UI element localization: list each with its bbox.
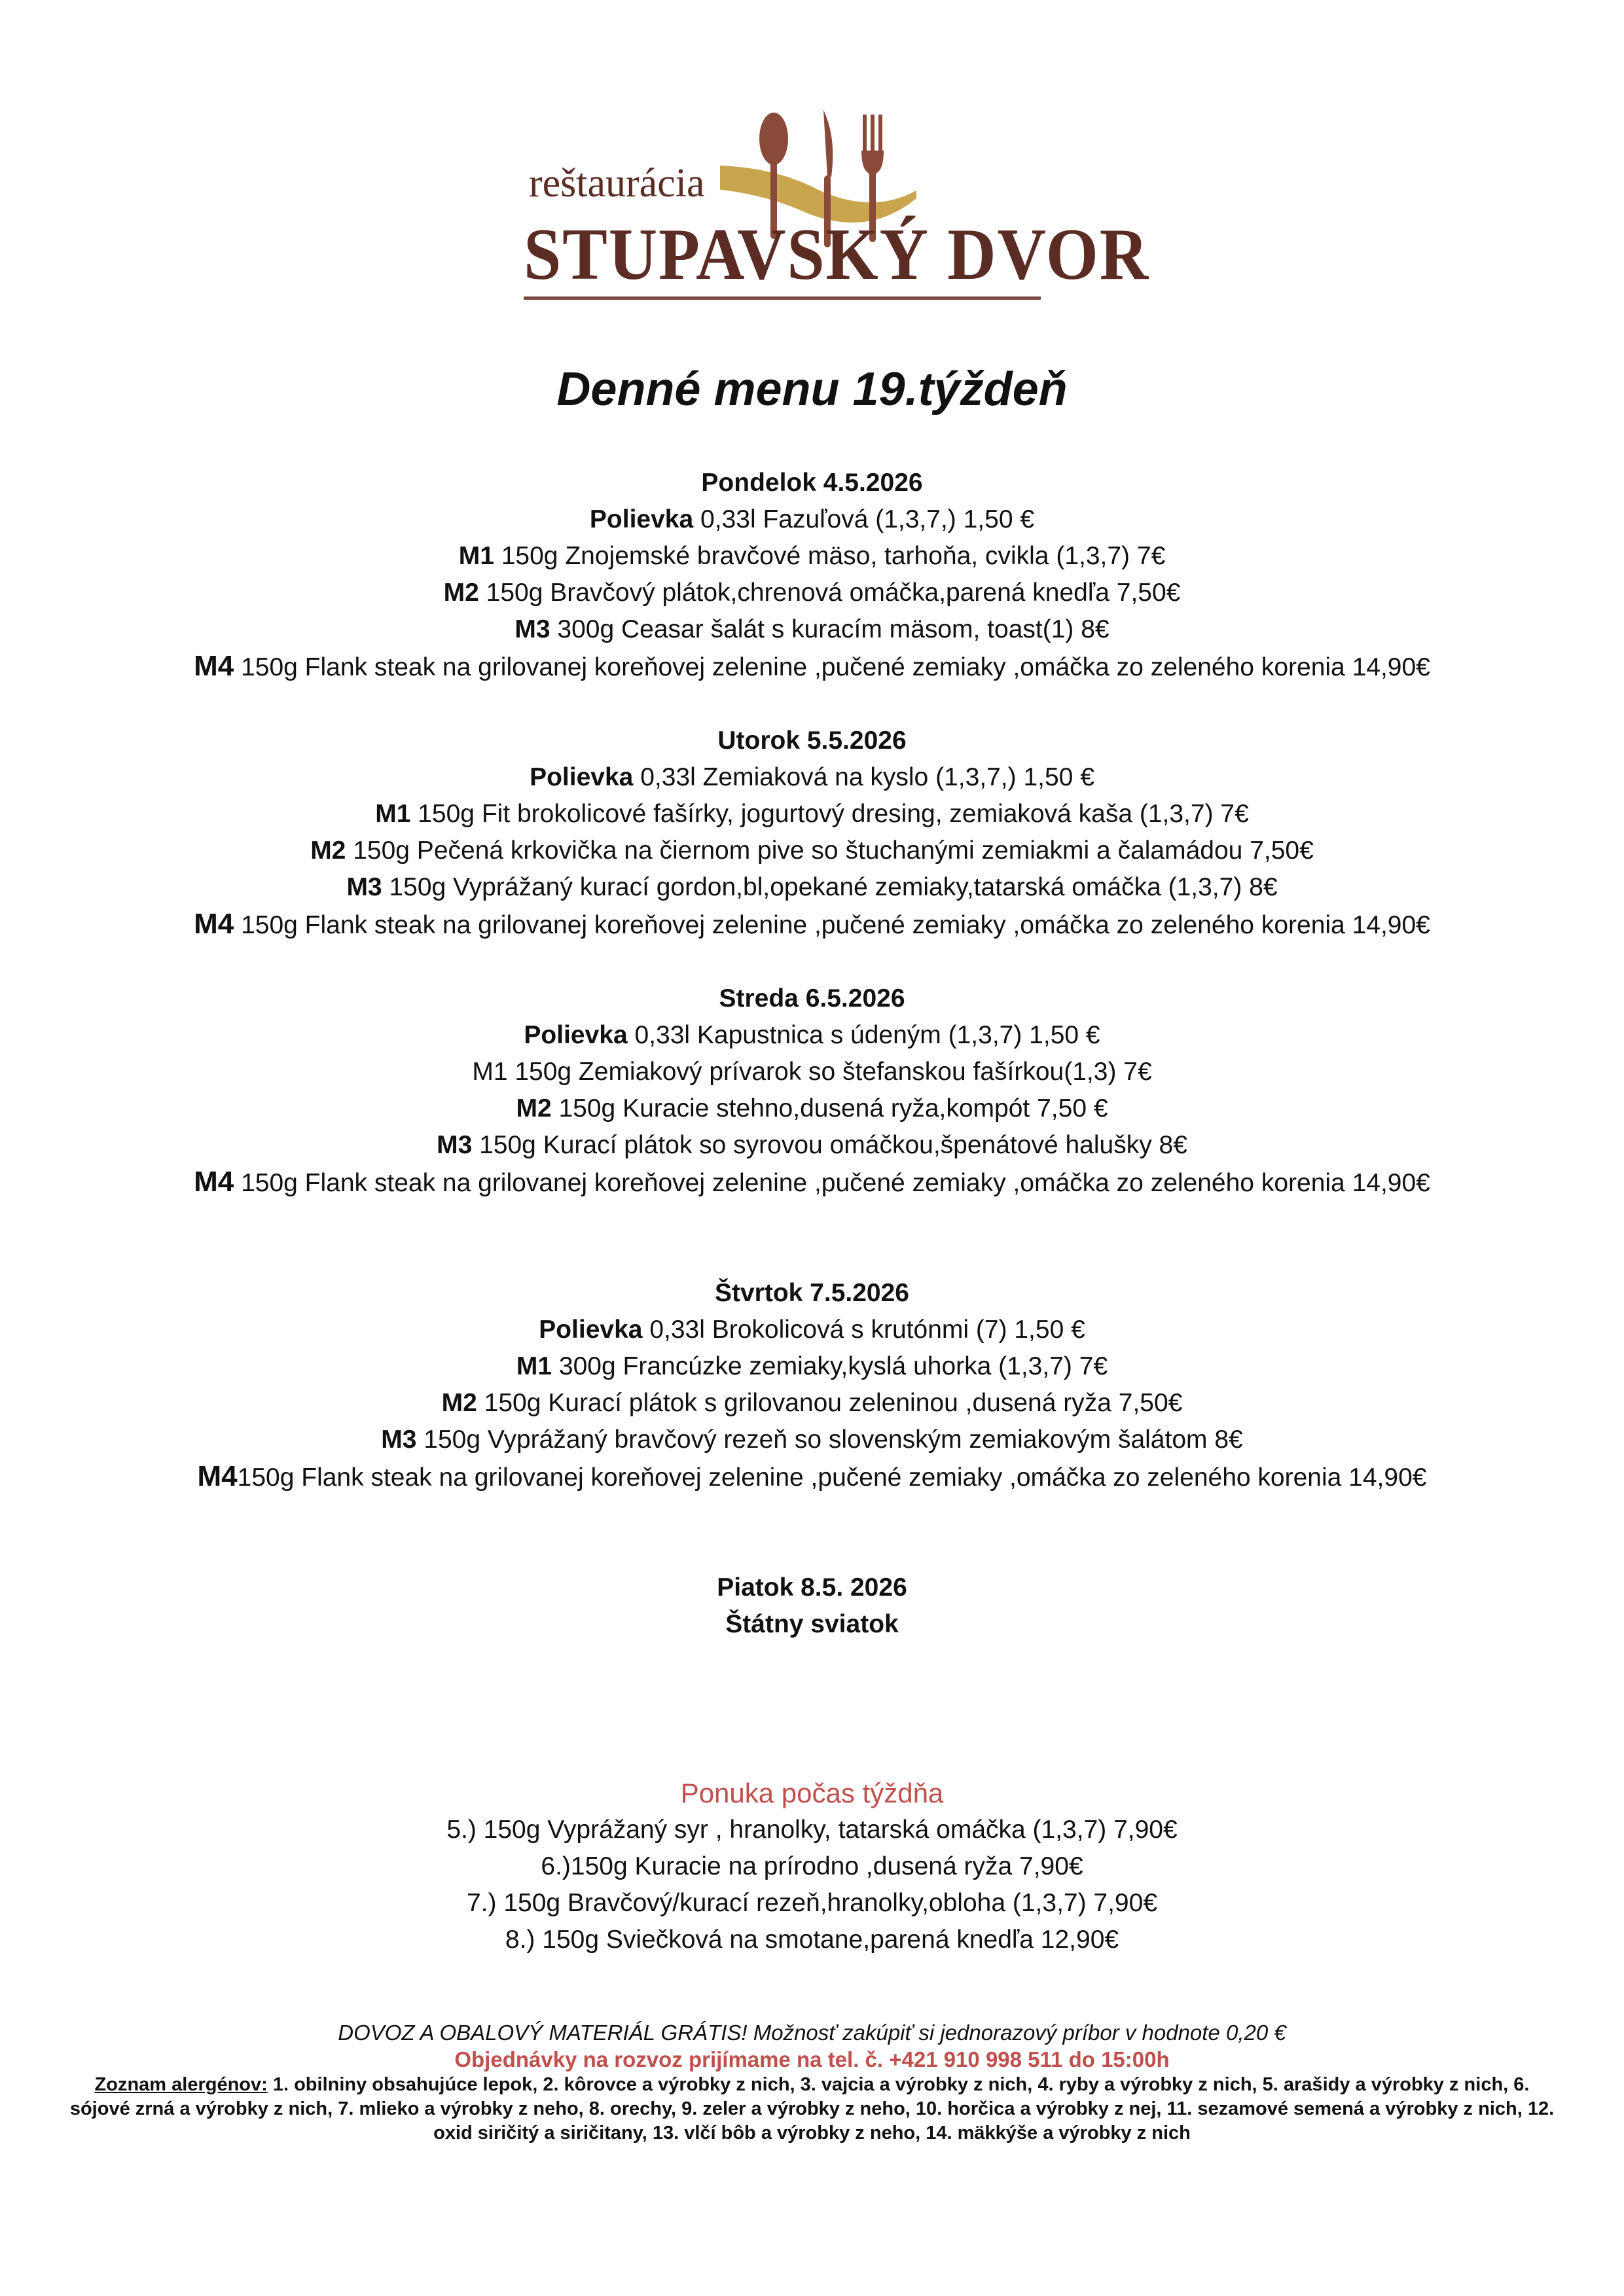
menu-item <box>0 648 1624 686</box>
item-label: M2 <box>310 836 346 865</box>
weekly-offer <box>0 1775 1624 1958</box>
item-label: Polievka <box>589 505 694 533</box>
day-heading: Piatok 8.5. 2026 <box>717 1573 907 1602</box>
item-label: Polievka <box>530 763 634 791</box>
item-text: 0,33l Zemiaková na kyslo (1,3,7,) 1,50 € <box>633 763 1094 791</box>
allergen-label: Zoznam alergénov: <box>94 2074 268 2095</box>
item-text: 150g Bravčový plátok,chrenová omáčka,parená knedľa 7,50€ <box>478 579 1181 607</box>
delivery-note: DOVOZ A OBALOVÝ MATERIÁL GRÁTIS! Možnosť zakúpiť si jednorazový príbor v hodnote 0,20 € <box>338 2020 1286 2045</box>
menu-item <box>0 796 1624 833</box>
day-heading: Utorok 5.5.2026 <box>717 726 907 755</box>
item-label: M4 <box>194 1166 234 1198</box>
weekly-item: 5.) 150g Vyprážaný syr , hranolky, tatarská omáčka (1,3,7) 7,90€ <box>446 1816 1178 1844</box>
logo-big-text: STUPAVSKÝ DVOR <box>524 214 1149 295</box>
day-heading: Streda 6.5.2026 <box>719 984 905 1013</box>
day-friday <box>0 1570 1624 1643</box>
menu-item <box>0 501 1624 538</box>
day-heading: Pondelok 4.5.2026 <box>701 469 923 497</box>
day-heading: Štvrtok 7.5.2026 <box>714 1279 909 1307</box>
logo-underline <box>524 296 1041 300</box>
item-text: 150g Flank steak na grilovanej koreňovej zelenine ,pučené zemiaky ,omáčka zo zeleného korenia 14,90€ <box>237 1463 1427 1492</box>
logo-small-text: reštaurácia <box>529 161 705 206</box>
menu-item <box>0 611 1624 648</box>
menu-item <box>0 906 1624 944</box>
item-label: M1 <box>458 542 494 570</box>
item-text: 150g Vyprážaný kurací gordon,bl,opekané zemiaky,tatarská omáčka (1,3,7) 8€ <box>382 873 1278 901</box>
item-text: 150g Flank steak na grilovanej koreňovej zelenine ,pučené zemiaky ,omáčka zo zeleného korenia 14,90€ <box>234 911 1430 939</box>
menu-item <box>0 1017 1624 1054</box>
day-monday <box>0 465 1624 686</box>
restaurant-logo <box>524 98 1149 308</box>
menu-item <box>0 538 1624 575</box>
item-label: M1 <box>516 1352 552 1380</box>
item-label: M2 <box>441 1389 477 1417</box>
item-text: 0,33l Kapustnica s údeným (1,3,7) 1,50 € <box>627 1021 1100 1049</box>
item-text: 150g Flank steak na grilovanej koreňovej zelenine ,pučené zemiaky ,omáčka zo zeleného korenia 14,90€ <box>234 1169 1430 1197</box>
menu-item <box>0 1348 1624 1385</box>
item-label: M4 <box>197 1460 238 1492</box>
allergen-list <box>0 2073 1624 2145</box>
daily-menu <box>0 465 1624 1643</box>
item-label: M2 <box>443 579 479 607</box>
weekly-item: 6.)150g Kuracie na prírodno ,dusená ryža 7,90€ <box>541 1852 1083 1880</box>
menu-item <box>0 833 1624 869</box>
menu-item <box>0 1312 1624 1348</box>
weekly-item: 7.) 150g Bravčový/kurací rezeň,hranolky,obloha (1,3,7) 7,90€ <box>466 1889 1158 1917</box>
menu-item <box>0 869 1624 906</box>
item-text: 150g Znojemské bravčové mäso, tarhoňa, cvikla (1,3,7) 7€ <box>494 542 1166 570</box>
item-text: 150g Flank steak na grilovanej koreňovej zelenine ,pučené zemiaky ,omáčka zo zeleného korenia 14,90€ <box>234 653 1430 681</box>
menu-item <box>0 1606 1624 1643</box>
day-wednesday <box>0 980 1624 1202</box>
day-thursday <box>0 1275 1624 1496</box>
menu-item <box>0 1164 1624 1202</box>
allergen-text: 1. obilniny obsahujúce lepok, 2. kôrovce a výrobky z nich, 3. vajcia a výrobky z nich, 4. ryby a výrobky z nich, 5. arašidy a výrobky z nich, 6. sójové zrná a výrobky z nich, 7. mlieko a výrobky z neho, 8. orechy, 9. zeler a výrobky z neho, 10. horčica a výrobky z nej, 11. sezamové semená a výrobky z nich, 12. oxid siričitý a siričitany, 13. vlčí bôb a výrobky z neho, 14. mäkkýše a výrobky z nich <box>69 2074 1555 2144</box>
item-text: 150g Fit brokolicové fašírky, jogurtový dresing, zemiaková kaša (1,3,7) 7€ <box>410 800 1249 828</box>
item-label: M1 <box>375 800 411 828</box>
item-label: M4 <box>194 650 234 682</box>
item-label: Polievka <box>524 1021 628 1049</box>
menu-item <box>0 1090 1624 1127</box>
menu-item <box>0 1385 1624 1422</box>
menu-item <box>0 759 1624 796</box>
item-text: 150g Kurací plátok so syrovou omáčkou,špenátové halušky 8€ <box>472 1131 1187 1159</box>
item-label: M3 <box>437 1131 473 1159</box>
item-label: M4 <box>194 908 234 940</box>
footer <box>0 2019 1624 2145</box>
menu-item <box>0 1054 1624 1090</box>
item-text: M1 150g Zemiakový prívarok so štefanskou fašírkou(1,3) 7€ <box>472 1058 1152 1086</box>
weekly-item: 8.) 150g Sviečková na smotane,parená knedľa 12,90€ <box>505 1926 1119 1954</box>
item-label: Polievka <box>539 1316 643 1344</box>
item-text: 0,33l Brokolicová s krutónmi (7) 1,50 € <box>642 1316 1085 1344</box>
menu-item <box>0 575 1624 611</box>
item-text: 150g Pečená krkovička na čiernom pive so štuchanými zemiakmi a čalamádou 7,50€ <box>346 836 1314 865</box>
weekly-offer-title: Ponuka počas týždňa <box>680 1778 944 1808</box>
item-text: 300g Francúzke zemiaky,kyslá uhorka (1,3,7) 7€ <box>552 1352 1108 1380</box>
menu-item <box>0 1422 1624 1458</box>
menu-item <box>0 1127 1624 1164</box>
holiday-label: Štátny sviatok <box>725 1610 899 1638</box>
item-text: 300g Ceasar šalát s kuracím mäsom, toast(1) 8€ <box>550 615 1110 643</box>
item-text: 0,33l Fazuľová (1,3,7,) 1,50 € <box>693 505 1035 533</box>
page-title: Denné menu 19.týždeň <box>556 363 1068 416</box>
item-text: 150g Kuracie stehno,dusená ryža,kompót 7,50 € <box>551 1094 1108 1122</box>
item-label: M3 <box>381 1426 417 1454</box>
item-label: M3 <box>346 873 382 901</box>
order-phone-note: Objednávky na rozvoz prijímame na tel. č. +421 910 998 511 do 15:00h <box>454 2047 1170 2072</box>
day-tuesday <box>0 723 1624 944</box>
item-text: 150g Vyprážaný bravčový rezeň so slovenským zemiakovým šalátom 8€ <box>416 1426 1243 1454</box>
item-text: 150g Kurací plátok s grilovanou zeleninou ,dusená ryža 7,50€ <box>477 1389 1183 1417</box>
item-label: M3 <box>514 615 550 643</box>
menu-item <box>0 1458 1624 1496</box>
item-label: M2 <box>516 1094 552 1122</box>
